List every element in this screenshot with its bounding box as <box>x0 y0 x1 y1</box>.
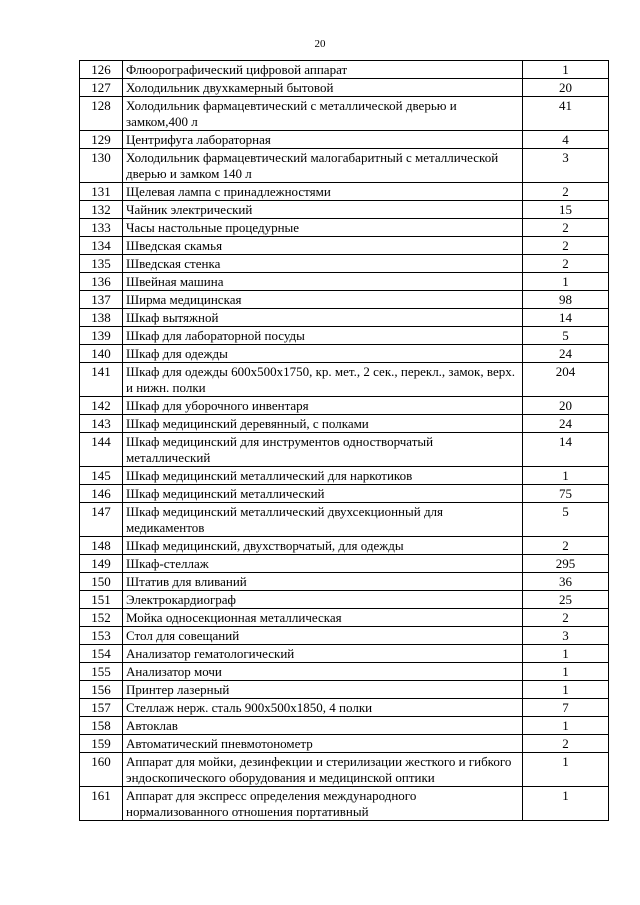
table-row <box>80 397 609 415</box>
page-number: 20 <box>314 38 326 50</box>
table-row <box>80 717 609 735</box>
row-number-cell: 152 <box>80 609 123 627</box>
quantity-cell: 98 <box>523 291 609 309</box>
item-name-cell: Центрифуга лабораторная <box>123 131 523 149</box>
row-number-cell: 153 <box>80 627 123 645</box>
row-number-cell: 139 <box>80 327 123 345</box>
row-number-cell: 141 <box>80 363 123 397</box>
row-number-cell: 146 <box>80 485 123 503</box>
table-row <box>80 537 609 555</box>
quantity-cell: 25 <box>523 591 609 609</box>
table-row <box>80 131 609 149</box>
quantity-cell: 20 <box>523 397 609 415</box>
quantity-cell: 1 <box>523 681 609 699</box>
row-number-cell: 131 <box>80 183 123 201</box>
item-name-cell: Аппарат для мойки, дезинфекции и стерилизации жесткого и гибкого эндоскопического оборудования и медицинской оптики <box>123 753 523 787</box>
item-name-cell: Стол для совещаний <box>123 627 523 645</box>
quantity-cell: 1 <box>523 273 609 291</box>
table-row <box>80 485 609 503</box>
row-number-cell: 150 <box>80 573 123 591</box>
table-row <box>80 555 609 573</box>
table-row <box>80 183 609 201</box>
item-name-cell: Стеллаж нерж. сталь 900х500х1850, 4 полки <box>123 699 523 717</box>
table-row <box>80 735 609 753</box>
quantity-cell: 1 <box>523 663 609 681</box>
item-name-cell: Принтер лазерный <box>123 681 523 699</box>
row-number-cell: 161 <box>80 787 123 821</box>
table-row <box>80 609 609 627</box>
row-number-cell: 126 <box>80 61 123 79</box>
item-name-cell: Шкаф для уборочного инвентаря <box>123 397 523 415</box>
quantity-cell: 2 <box>523 537 609 555</box>
table-row <box>80 681 609 699</box>
row-number-cell: 160 <box>80 753 123 787</box>
item-name-cell: Автоклав <box>123 717 523 735</box>
quantity-cell: 14 <box>523 433 609 467</box>
item-name-cell: Анализатор гематологический <box>123 645 523 663</box>
item-name-cell: Мойка односекционная металлическая <box>123 609 523 627</box>
row-number-cell: 134 <box>80 237 123 255</box>
quantity-cell: 2 <box>523 237 609 255</box>
row-number-cell: 147 <box>80 503 123 537</box>
table-row <box>80 219 609 237</box>
item-name-cell: Шкаф для одежды <box>123 345 523 363</box>
row-number-cell: 157 <box>80 699 123 717</box>
quantity-cell: 1 <box>523 717 609 735</box>
item-name-cell: Холодильник фармацевтический с металлической дверью и замком,400 л <box>123 97 523 131</box>
row-number-cell: 132 <box>80 201 123 219</box>
row-number-cell: 133 <box>80 219 123 237</box>
item-name-cell: Шкаф-стеллаж <box>123 555 523 573</box>
item-name-cell: Шкаф медицинский металлический двухсекционный для медикаментов <box>123 503 523 537</box>
row-number-cell: 145 <box>80 467 123 485</box>
item-name-cell: Электрокардиограф <box>123 591 523 609</box>
quantity-cell: 3 <box>523 627 609 645</box>
item-name-cell: Ширма медицинская <box>123 291 523 309</box>
table-row <box>80 327 609 345</box>
table-row <box>80 627 609 645</box>
quantity-cell: 1 <box>523 645 609 663</box>
table-row <box>80 363 609 397</box>
row-number-cell: 158 <box>80 717 123 735</box>
table-row <box>80 149 609 183</box>
item-name-cell: Холодильник фармацевтический малогабаритный с металлической дверью и замком 140 л <box>123 149 523 183</box>
table-row <box>80 237 609 255</box>
quantity-cell: 2 <box>523 609 609 627</box>
table-row <box>80 97 609 131</box>
item-name-cell: Холодильник двухкамерный бытовой <box>123 79 523 97</box>
row-number-cell: 142 <box>80 397 123 415</box>
row-number-cell: 137 <box>80 291 123 309</box>
row-number-cell: 138 <box>80 309 123 327</box>
item-name-cell: Шведская стенка <box>123 255 523 273</box>
row-number-cell: 156 <box>80 681 123 699</box>
row-number-cell: 130 <box>80 149 123 183</box>
quantity-cell: 7 <box>523 699 609 717</box>
item-name-cell: Щелевая лампа с принадлежностями <box>123 183 523 201</box>
row-number-cell: 159 <box>80 735 123 753</box>
table-row <box>80 61 609 79</box>
quantity-cell: 75 <box>523 485 609 503</box>
table-row <box>80 273 609 291</box>
row-number-cell: 143 <box>80 415 123 433</box>
table-row <box>80 573 609 591</box>
quantity-cell: 20 <box>523 79 609 97</box>
quantity-cell: 5 <box>523 503 609 537</box>
quantity-cell: 41 <box>523 97 609 131</box>
row-number-cell: 140 <box>80 345 123 363</box>
table-row <box>80 255 609 273</box>
equipment-table <box>79 60 609 821</box>
row-number-cell: 155 <box>80 663 123 681</box>
row-number-cell: 136 <box>80 273 123 291</box>
item-name-cell: Шкаф медицинский для инструментов одностворчатый металлический <box>123 433 523 467</box>
table-row <box>80 645 609 663</box>
row-number-cell: 128 <box>80 97 123 131</box>
item-name-cell: Штатив для вливаний <box>123 573 523 591</box>
item-name-cell: Автоматический пневмотонометр <box>123 735 523 753</box>
row-number-cell: 129 <box>80 131 123 149</box>
table-row <box>80 699 609 717</box>
item-name-cell: Шкаф медицинский, двухстворчатый, для одежды <box>123 537 523 555</box>
item-name-cell: Швейная машина <box>123 273 523 291</box>
item-name-cell: Шкаф вытяжной <box>123 309 523 327</box>
item-name-cell: Анализатор мочи <box>123 663 523 681</box>
quantity-cell: 15 <box>523 201 609 219</box>
quantity-cell: 1 <box>523 753 609 787</box>
quantity-cell: 1 <box>523 61 609 79</box>
item-name-cell: Часы настольные процедурные <box>123 219 523 237</box>
item-name-cell: Аппарат для экспресс определения международного нормализованного отношения портативный <box>123 787 523 821</box>
row-number-cell: 154 <box>80 645 123 663</box>
item-name-cell: Шкаф медицинский деревянный, с полками <box>123 415 523 433</box>
quantity-cell: 295 <box>523 555 609 573</box>
table-row <box>80 467 609 485</box>
row-number-cell: 148 <box>80 537 123 555</box>
quantity-cell: 24 <box>523 345 609 363</box>
table-row <box>80 309 609 327</box>
quantity-cell: 4 <box>523 131 609 149</box>
item-name-cell: Шведская скамья <box>123 237 523 255</box>
quantity-cell: 36 <box>523 573 609 591</box>
row-number-cell: 149 <box>80 555 123 573</box>
table-row <box>80 663 609 681</box>
table-row <box>80 503 609 537</box>
quantity-cell: 1 <box>523 467 609 485</box>
quantity-cell: 204 <box>523 363 609 397</box>
item-name-cell: Шкаф для лабораторной посуды <box>123 327 523 345</box>
quantity-cell: 24 <box>523 415 609 433</box>
row-number-cell: 144 <box>80 433 123 467</box>
quantity-cell: 2 <box>523 735 609 753</box>
row-number-cell: 151 <box>80 591 123 609</box>
table-row <box>80 591 609 609</box>
quantity-cell: 2 <box>523 255 609 273</box>
table-row <box>80 753 609 787</box>
table-row <box>80 201 609 219</box>
item-name-cell: Шкаф для одежды 600х500х1750, кр. мет., 2 сек., перекл., замок, верх. и нижн. полки <box>123 363 523 397</box>
item-name-cell: Шкаф медицинский металлический <box>123 485 523 503</box>
row-number-cell: 135 <box>80 255 123 273</box>
quantity-cell: 1 <box>523 787 609 821</box>
table-row <box>80 79 609 97</box>
item-name-cell: Чайник электрический <box>123 201 523 219</box>
table-row <box>80 345 609 363</box>
quantity-cell: 3 <box>523 149 609 183</box>
item-name-cell: Флюорографический цифровой аппарат <box>123 61 523 79</box>
table-row <box>80 787 609 821</box>
quantity-cell: 2 <box>523 219 609 237</box>
row-number-cell: 127 <box>80 79 123 97</box>
table-row <box>80 433 609 467</box>
quantity-cell: 2 <box>523 183 609 201</box>
quantity-cell: 5 <box>523 327 609 345</box>
item-name-cell: Шкаф медицинский металлический для наркотиков <box>123 467 523 485</box>
table-row <box>80 291 609 309</box>
table-row <box>80 415 609 433</box>
quantity-cell: 14 <box>523 309 609 327</box>
